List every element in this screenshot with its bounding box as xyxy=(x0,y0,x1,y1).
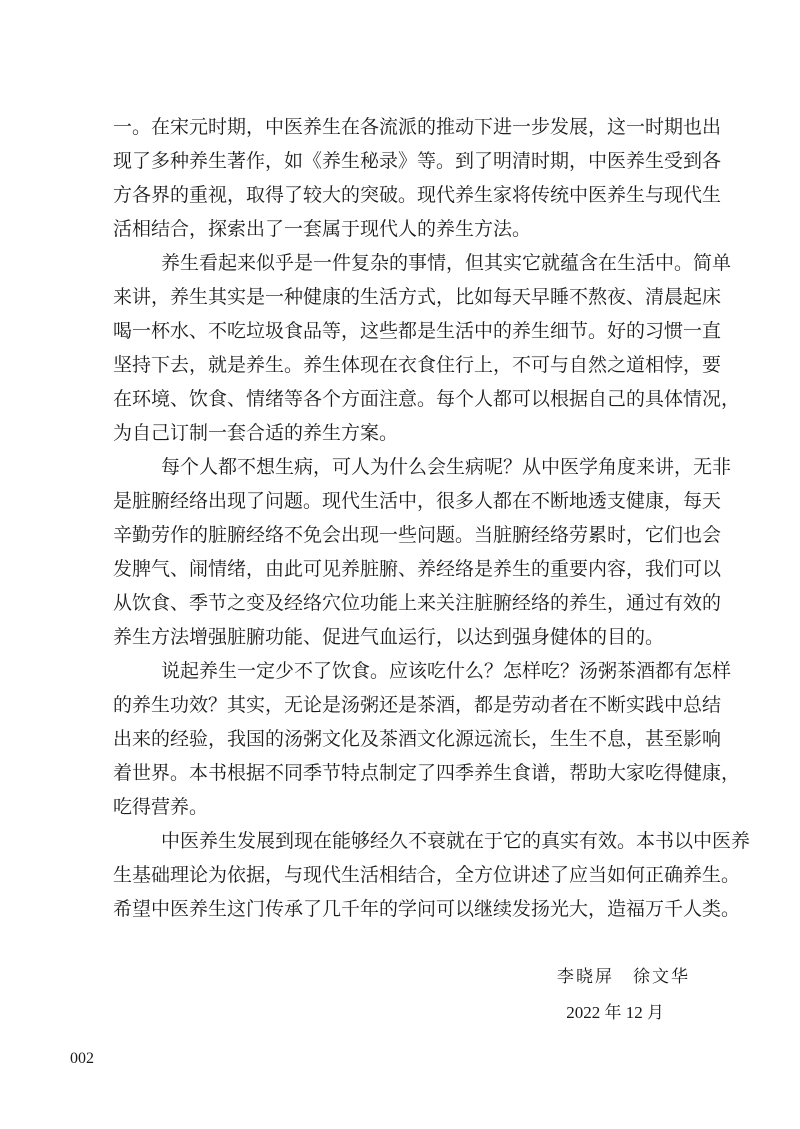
author-signature: 李晓屏 徐文华 xyxy=(557,967,690,987)
text-line: 出来的经验，我国的汤粥文化及茶酒文化源远流长，生生不息，甚至影响 xyxy=(113,728,722,750)
text-line: 为自己订制一套合适的养生方案。 xyxy=(113,422,399,444)
text-line: 吃得营养。 xyxy=(113,796,209,818)
paragraph xyxy=(113,110,722,246)
text-line: 喝一杯水、不吃垃圾食品等，这些都是生活中的养生细节。好的习惯一直 xyxy=(113,320,722,342)
paragraph xyxy=(113,450,732,654)
text-line: 是脏腑经络出现了问题。现代生活中，很多人都在不断地透支健康，每天 xyxy=(113,490,722,512)
preface-body xyxy=(113,110,751,926)
preface-date: 2022 年 12 月 xyxy=(566,1003,664,1022)
text-line: 的养生功效？其实，无论是汤粥还是茶酒，都是劳动者在不断实践中总结 xyxy=(113,694,722,716)
text-line: 来讲，养生其实是一种健康的生活方式，比如每天早睡不熬夜、清晨起床 xyxy=(113,286,722,308)
text-line: 现了多种养生著作，如《养生秘录》等。到了明清时期，中医养生受到各 xyxy=(113,150,722,172)
text-line: 养生看起来似乎是一件复杂的事情，但其实它就蕴含在生活中。简单 xyxy=(161,252,732,274)
text-line: 方各界的重视，取得了较大的突破。现代养生家将传统中医养生与现代生 xyxy=(113,184,722,206)
text-line: 每个人都不想生病，可人为什么会生病呢？从中医学角度来讲，无非 xyxy=(161,456,732,478)
text-line: 一。在宋元时期，中医养生在各流派的推动下进一步发展，这一时期也出 xyxy=(113,116,722,138)
paragraph xyxy=(113,246,741,450)
page-number: 002 xyxy=(70,1050,94,1067)
text-line: 中医养生发展到现在能够经久不衰就在于它的真实有效。本书以中医养 xyxy=(161,830,751,852)
text-line: 发脾气、闹情绪，由此可见养脏腑、养经络是养生的重要内容，我们可以 xyxy=(113,558,722,580)
text-line: 坚持下去，就是养生。养生体现在衣食住行上，不可与自然之道相悖，要 xyxy=(113,354,722,376)
text-line: 养生方法增强脏腑功能、促进气血运行，以达到强身健体的目的。 xyxy=(113,626,665,648)
paragraph xyxy=(113,824,751,926)
text-line: 着世界。本书根据不同季节特点制定了四季养生食谱，帮助大家吃得健康， xyxy=(113,762,741,784)
text-line: 生基础理论为依据，与现代生活相结合，全方位讲述了应当如何正确养生。 xyxy=(113,864,741,886)
text-line: 说起养生一定少不了饮食。应该吃什么？怎样吃？汤粥茶酒都有怎样 xyxy=(161,660,732,682)
text-line: 辛勤劳作的脏腑经络不免会出现一些问题。当脏腑经络劳累时，它们也会 xyxy=(113,524,722,546)
text-line: 活相结合，探索出了一套属于现代人的养生方法。 xyxy=(113,218,532,240)
paragraph xyxy=(113,654,741,824)
text-line: 希望中医养生这门传承了几千年的学问可以继续发扬光大，造福万千人类。 xyxy=(113,898,741,920)
text-line: 从饮食、季节之变及经络穴位功能上来关注脏腑经络的养生，通过有效的 xyxy=(113,592,722,614)
text-line: 在环境、饮食、情绪等各个方面注意。每个人都可以根据自己的具体情况， xyxy=(113,388,741,410)
